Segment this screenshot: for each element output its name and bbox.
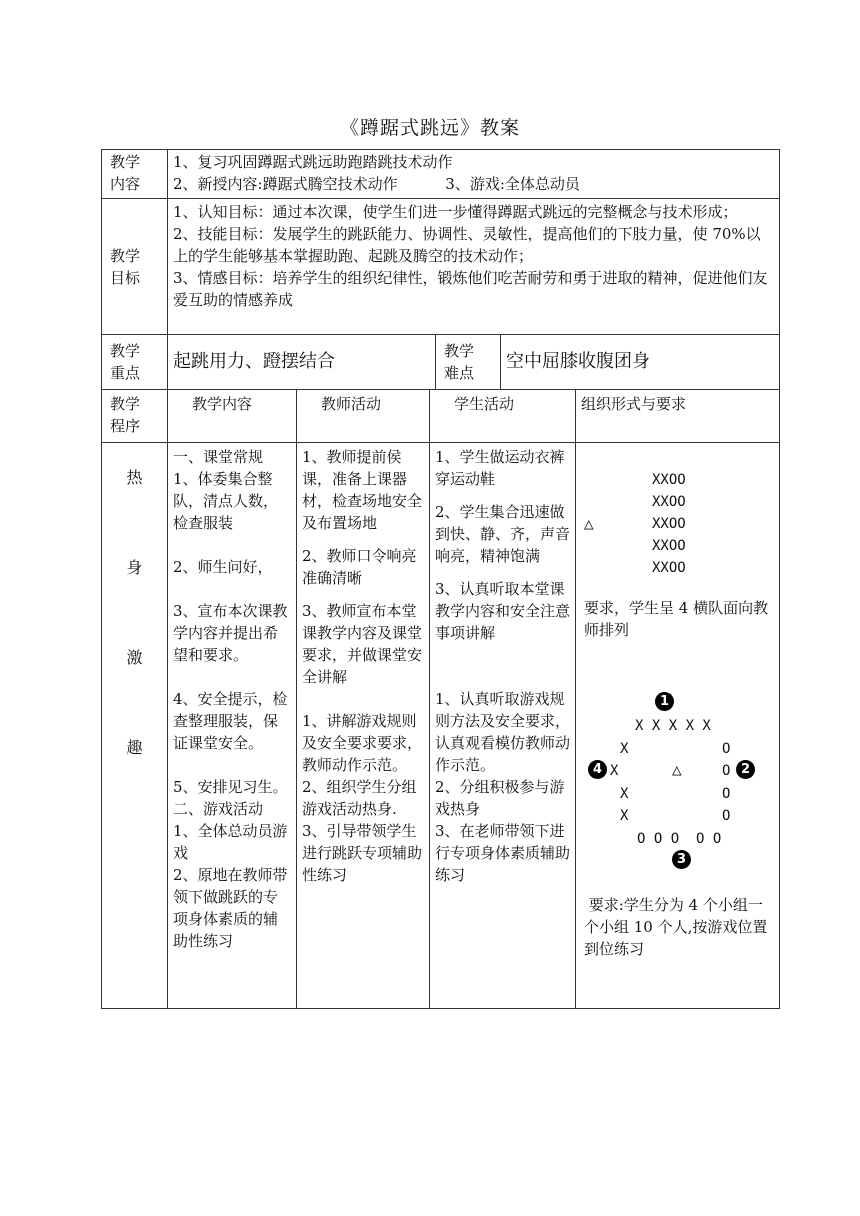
goals-row <box>102 199 780 335</box>
right-o-2: O <box>722 763 731 779</box>
right-o-1: O <box>722 741 731 757</box>
content-line-1: 1、复习巩固蹲踞式跳远助跑踏跳技术动作 <box>173 153 453 171</box>
tc-item-3: 3、宣布本次课教学内容并提出希望和要求。 <box>173 602 288 664</box>
group-4-icon: 4 <box>588 760 607 779</box>
stage-char-1: 热 <box>126 468 143 487</box>
header-program: 教学 程序 <box>102 390 168 443</box>
sa-5: 2、分组积极参与游戏热身 <box>435 778 565 818</box>
header-content: 教学内容 <box>168 390 297 443</box>
sa-1: 1、学生做运动衣裤穿运动鞋 <box>435 448 565 488</box>
requirement-1: 要求，学生呈 4 横队面向教师排列 <box>584 599 769 639</box>
teacher-activity-column <box>297 443 430 1009</box>
content-line-2: 2、新授内容:蹲踞式腾空技术动作 3、游戏:全体总动员 <box>173 175 580 193</box>
formation-diagram <box>576 443 779 983</box>
difficulty-label: 教学 难点 <box>436 335 501 390</box>
ta-1: 1、教师提前侯课，准备上课器材，检查场地安全及布置场地 <box>302 448 423 532</box>
tc-item-4: 4、安全提示，检查整理服装，保证课堂安全。 <box>173 690 288 752</box>
ta-3: 3、教师宣布本堂课教学内容及课堂要求，并做课堂安全讲解 <box>302 602 423 686</box>
left-x-4: X <box>620 808 629 824</box>
stage-char-4: 趣 <box>126 738 143 757</box>
left-x-3: X <box>620 786 629 802</box>
student-activity-column <box>430 443 576 1009</box>
queue-row-1: XXOO <box>652 472 686 488</box>
ta-2: 2、教师口令响亮准确清晰 <box>302 547 417 587</box>
queue-row-4: XXOO <box>652 538 686 554</box>
tc-item-1: 1、体委集合整队，清点人数，检查服装 <box>173 470 279 532</box>
center-triangle-icon: △ <box>672 760 682 779</box>
ta-6: 3、引导带领学生进行跳跃专项辅助性练习 <box>302 822 423 884</box>
content-label: 教学 内容 <box>102 150 168 199</box>
difficulty-text: 空中屈膝收腹团身 <box>501 335 780 390</box>
right-o-4: O <box>722 808 731 824</box>
group-1-icon: 1 <box>655 692 674 711</box>
ta-5: 2、组织学生分组游戏活动热身. <box>302 778 417 818</box>
teaching-content-column <box>168 443 297 1009</box>
queue-row-3: XXOO <box>652 516 686 532</box>
header-teacher: 教师活动 <box>297 390 430 443</box>
sa-2: 2、学生集合迅速做到快、静、齐，声音响亮，精神饱满 <box>435 503 571 565</box>
tc-games: 二、游戏活动 <box>173 800 264 818</box>
game-top-row: X X X X X <box>635 718 711 734</box>
lesson-plan-table <box>101 149 780 1009</box>
header-student: 学生活动 <box>430 390 576 443</box>
key-row <box>102 335 780 390</box>
tc-game-2: 2、原地在教师带领下做跳跃的专项身体素质的辅助性练习 <box>173 866 288 950</box>
tc-routine: 一、课堂常规 <box>173 448 264 466</box>
header-organization: 组织形式与要求 <box>576 390 780 443</box>
goal-cognitive: 1、认知目标：通过本次课，使学生们进一步懂得蹲踞式跳远的完整概念与技术形成； <box>173 203 738 221</box>
organization-column <box>576 443 780 1009</box>
stage-column <box>102 443 168 1009</box>
key-text: 起跳用力、蹬摆结合 <box>168 335 436 390</box>
goals-text <box>168 199 780 335</box>
tc-item-5: 5、安排见习生。 <box>173 778 288 796</box>
teacher-triangle-icon: △ <box>584 514 594 533</box>
queue-row-5: XXOO <box>652 560 686 576</box>
content-text <box>168 150 780 199</box>
game-bottom-row: O O O O O <box>637 831 722 847</box>
goal-emotion: 3、情感目标：培养学生的组织纪律性，锻炼他们吃苦耐劳和勇于进取的精神，促进他们友爱互助的情感养成 <box>173 269 768 309</box>
requirement-2: 要求:学生分为 4 个小组一个小组 10 个人,按游戏位置到位练习 <box>584 896 768 958</box>
group-3-icon: 3 <box>672 850 691 869</box>
sa-6: 3、在老师带领下进行专项身体素质辅助练习 <box>435 822 571 884</box>
header-row <box>102 390 780 443</box>
left-x-2: X <box>610 763 619 779</box>
goals-label: 教学 目标 <box>102 199 168 335</box>
tc-game-1: 1、全体总动员游戏 <box>173 822 288 862</box>
left-x-1: X <box>620 741 629 757</box>
group-2-icon: 2 <box>736 760 755 779</box>
ta-4: 1、讲解游戏规则及安全要求要求，教师动作示范。 <box>302 712 423 774</box>
goal-skill: 2、技能目标：发展学生的跳跃能力、协调性、灵敏性，提高他们的下肢力量，使 70%以上的学生能够基本掌握助跑、起跳及腾空的技术动作； <box>173 225 761 265</box>
content-row <box>102 150 780 199</box>
body-row <box>102 443 780 1009</box>
sa-4: 1、认真听取游戏规则方法及安全要求，认真观看模仿教师动作示范。 <box>435 690 571 774</box>
right-o-3: O <box>722 786 731 802</box>
stage-char-2: 身 <box>126 558 143 577</box>
key-label: 教学 重点 <box>102 335 168 390</box>
page-title: 《蹲踞式跳远》教案 <box>339 117 520 139</box>
tc-item-2: 2、师生问好， <box>173 558 273 576</box>
sa-3: 3、认真听取本堂课教学内容和安全注意事项讲解 <box>435 580 571 642</box>
stage-char-3: 激 <box>126 648 143 667</box>
queue-row-2: XXOO <box>652 494 686 510</box>
